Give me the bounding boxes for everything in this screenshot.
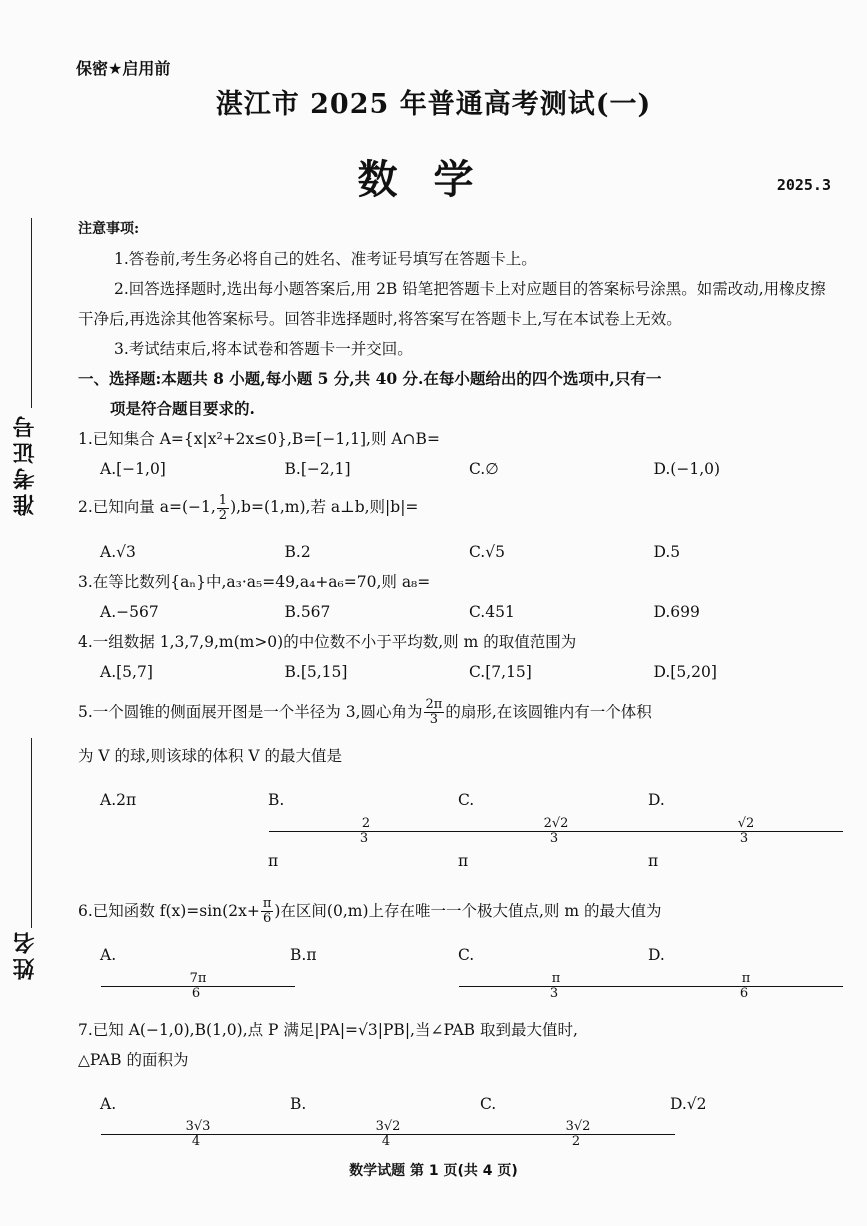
option xyxy=(480,1089,670,1150)
option xyxy=(458,940,648,1001)
option: C.∅ xyxy=(469,460,499,478)
question-3-stem: 3.在等比数列{aₙ}中,a₃·a₅=49,a₄+a₆=70,则 a₈= xyxy=(78,572,431,591)
option-label: D. xyxy=(648,791,665,809)
option-label: B.π xyxy=(290,946,317,964)
option xyxy=(648,940,838,1001)
exam-id-line xyxy=(31,218,32,408)
exam-content xyxy=(78,210,838,1149)
exam-id-label: 准考证号 xyxy=(13,412,38,516)
question-4-stem: 4.一组数据 1,3,7,9,m(m>0)的中位数不小于平均数,则 m 的取值范围为 xyxy=(78,632,577,651)
fraction xyxy=(649,972,839,1001)
numerator: 2√2 xyxy=(459,817,653,832)
denominator: 3 xyxy=(429,712,439,727)
option-label: D.√2 xyxy=(670,1094,707,1113)
question-7-stem-cont: △PAB 的面积为 xyxy=(78,1050,189,1069)
question-1-stem: 1.已知集合 A={x|x²+2x≤0},B=[−1,1],则 A∩B= xyxy=(78,430,440,448)
option: B.567 xyxy=(284,602,331,621)
fraction xyxy=(291,1120,481,1149)
numerator: 2 xyxy=(269,817,463,832)
option: B.[5,15] xyxy=(284,662,348,681)
option: A.−567 xyxy=(100,602,159,621)
subject-title: 数学 xyxy=(357,156,510,203)
numerator: √2 xyxy=(649,817,843,832)
notice-item: 1.答卷前,考生务必将自己的姓名、准考证号填写在答题卡上。 xyxy=(114,250,537,268)
denominator: 6 xyxy=(262,911,272,926)
fraction xyxy=(217,494,229,523)
numerator: 2π xyxy=(425,697,443,712)
option: C.[7,15] xyxy=(469,662,532,681)
denominator: 4 xyxy=(381,1134,391,1149)
denominator: 3 xyxy=(549,985,559,1001)
option: D.5 xyxy=(653,542,681,561)
numerator: π xyxy=(459,972,653,987)
question-3-options xyxy=(78,597,838,627)
denominator: 6 xyxy=(191,985,201,1001)
option: C.451 xyxy=(469,602,515,621)
option-label: C. xyxy=(458,946,475,964)
option: C.√5 xyxy=(469,542,505,561)
option-label: D. xyxy=(648,946,665,964)
fraction xyxy=(101,1120,291,1149)
stem-part: 2.已知向量 a=(−1, xyxy=(78,498,216,516)
question-7-options xyxy=(78,1089,838,1150)
option: A.[−1,0] xyxy=(100,460,166,478)
fraction xyxy=(261,897,274,926)
option xyxy=(458,785,648,876)
name-line xyxy=(31,738,32,928)
option: B.[−2,1] xyxy=(284,460,351,478)
stem-part: 5.一个圆锥的侧面展开图是一个半径为 3,圆心角为 xyxy=(78,702,423,721)
notice-heading: 注意事项: xyxy=(78,221,140,237)
numerator: 3√2 xyxy=(291,1120,485,1135)
option xyxy=(100,785,268,876)
numerator: 3√3 xyxy=(101,1120,295,1135)
option: A.[5,7] xyxy=(100,662,153,681)
question-2-stem xyxy=(78,492,838,523)
denominator: 2 xyxy=(571,1134,581,1149)
option-suffix: π xyxy=(268,851,279,870)
fraction xyxy=(481,1120,671,1149)
numerator: 7π xyxy=(101,972,295,987)
option-label: B. xyxy=(268,791,285,809)
option xyxy=(648,785,838,876)
question-4-options xyxy=(78,657,838,687)
notice-item: 3.考试结束后,将本试卷和答题卡一并交回。 xyxy=(114,340,413,358)
denominator: 3 xyxy=(359,830,369,846)
confidential-mark: 保密★启用前 xyxy=(76,59,171,78)
question-1-options xyxy=(78,454,838,484)
denominator: 6 xyxy=(739,985,749,1001)
option-label: A. xyxy=(100,1094,117,1113)
stem-part: ),b=(1,m),若 a⊥b,则|b|= xyxy=(230,498,419,516)
question-5-options xyxy=(78,785,838,876)
option xyxy=(290,1089,480,1150)
option-label: A. xyxy=(100,946,117,964)
exam-date: 2025.3 xyxy=(776,176,831,194)
option xyxy=(268,785,458,876)
option: D.(−1,0) xyxy=(653,460,721,478)
question-2-options xyxy=(78,537,838,567)
name-label: 姓名 xyxy=(13,928,38,980)
option-suffix: π xyxy=(648,851,659,870)
numerator: π xyxy=(649,972,843,987)
option-label: A.2π xyxy=(100,791,137,809)
option xyxy=(290,940,458,1001)
fraction xyxy=(424,698,445,727)
question-5-stem xyxy=(78,697,838,728)
question-6-stem xyxy=(78,896,838,927)
fraction xyxy=(459,817,649,846)
denominator: 4 xyxy=(191,1134,201,1149)
exam-title: 湛江市 2025 年普通高考测试(一) xyxy=(215,89,652,120)
denominator: 3 xyxy=(549,830,559,846)
notice-item: 2.回答选择题时,选出每小题答案后,用 2B 铅笔把答题卡上对应题目的答案标号涂黑。如需改动,用橡皮擦干净后,再选涂其他答案标号。回答非选择题时,将答案写在答题卡上,写在本试卷上无效。 xyxy=(78,280,826,328)
denominator: 3 xyxy=(739,830,749,846)
stem-part: )在区间(0,m)上存在唯一一个极大值点,则 m 的最大值为 xyxy=(274,901,662,920)
option xyxy=(670,1089,838,1150)
section-heading-cont: 项是符合题目要求的. xyxy=(110,399,255,418)
numerator: 1 xyxy=(218,492,228,508)
question-7-stem: 7.已知 A(−1,0),B(1,0),点 P 满足|PA|=√3|PB|,当∠PAB 取到最大值时, xyxy=(78,1020,578,1039)
stem-part: 的扇形,在该圆锥内有一个体积 xyxy=(445,702,652,721)
fraction xyxy=(459,972,649,1001)
option-label: B. xyxy=(290,1094,307,1113)
fraction xyxy=(649,817,839,846)
option-suffix: π xyxy=(458,851,469,870)
question-6-options xyxy=(78,940,838,1001)
numerator: 3√2 xyxy=(481,1120,675,1135)
page-footer: 数学试题 第 1 页(共 4 页) xyxy=(349,1163,518,1179)
option xyxy=(100,940,290,1001)
option-label: C. xyxy=(480,1094,497,1113)
option: A.√3 xyxy=(100,542,136,561)
fraction xyxy=(269,817,459,846)
option: D.[5,20] xyxy=(653,662,717,681)
stem-part: 6.已知函数 f(x)=sin(2x+ xyxy=(78,901,260,920)
numerator: π xyxy=(262,896,272,911)
option: D.699 xyxy=(653,602,700,621)
option: B.2 xyxy=(284,542,311,561)
option-label: C. xyxy=(458,791,475,809)
option xyxy=(100,1089,290,1150)
question-5-stem-cont: 为 V 的球,则该球的体积 V 的最大值是 xyxy=(78,747,343,765)
section-heading: 一、选择题:本题共 8 小题,每小题 5 分,共 40 分.在每小题给出的四个选项中,只有一 xyxy=(78,369,662,388)
fraction xyxy=(101,972,291,1001)
denominator: 2 xyxy=(218,507,228,523)
